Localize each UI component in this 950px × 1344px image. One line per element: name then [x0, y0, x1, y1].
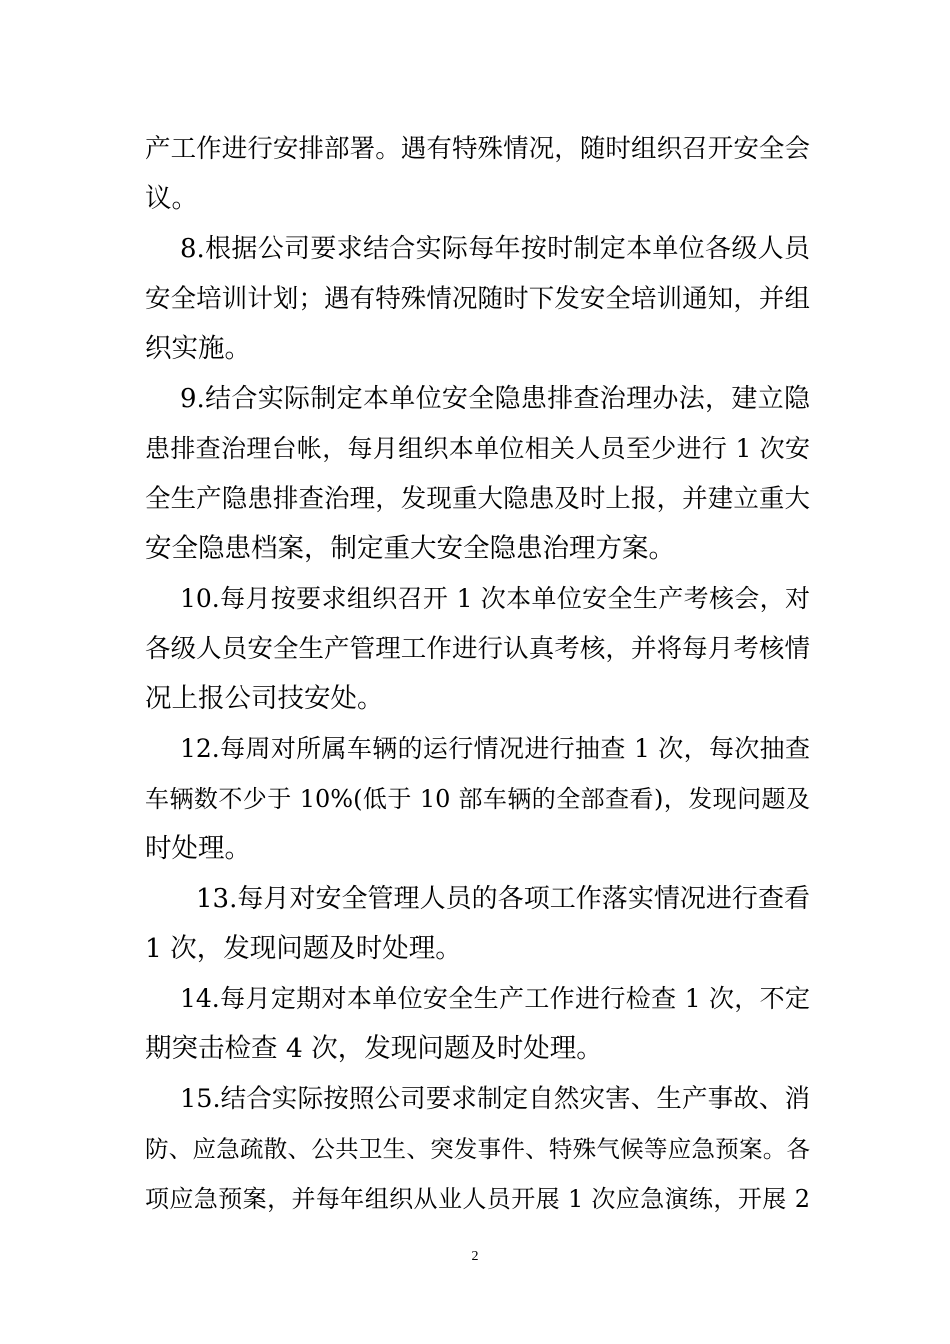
paragraph-line: 安全隐患档案，制定重大安全隐患治理方案。 — [145, 533, 675, 564]
paragraph-line: 时处理。 — [145, 833, 251, 864]
paragraph-line: 各级人员安全生产管理工作进行认真考核，并将每月考核情 — [145, 634, 810, 664]
paragraph-line: 织实施。 — [145, 333, 251, 364]
paragraph-line: 车辆数不少于 10%(低于 10 部车辆的全部查看)，发现问题及 — [145, 785, 810, 813]
paragraph-line: 议。 — [145, 183, 198, 214]
paragraph-line: 患排查治理台帐，每月组织本单位相关人员至少进行 1 次安 — [145, 434, 810, 463]
paragraph-item-9: 9.结合实际制定本单位安全隐患排查治理办法，建立隐 — [180, 384, 810, 414]
paragraph-line: 防、应急疏散、公共卫生、突发事件、特殊气候等应急预案。各 — [145, 1135, 810, 1163]
paragraph-line: 1 次，发现问题及时处理。 — [145, 933, 462, 964]
paragraph-line: 安全培训计划；遇有特殊情况随时下发安全培训通知，并组 — [145, 284, 810, 314]
paragraph-line: 全生产隐患排查治理，发现重大隐患及时上报，并建立重大 — [145, 484, 810, 514]
paragraph-line: 项应急预案，并每年组织从业人员开展 1 次应急演练，开展 2 — [145, 1185, 810, 1213]
paragraph-item-15: 15.结合实际按照公司要求制定自然灾害、生产事故、消 — [180, 1084, 810, 1114]
paragraph-line: 况上报公司技安处。 — [145, 683, 384, 714]
paragraph-line: 期突击检查 4 次，发现问题及时处理。 — [145, 1033, 603, 1064]
paragraph-item-13: 13.每月对安全管理人员的各项工作落实情况进行查看 — [196, 884, 810, 914]
paragraph-item-8: 8.根据公司要求结合实际每年按时制定本单位各级人员 — [180, 234, 810, 264]
paragraph-item-14: 14.每月定期对本单位安全生产工作进行检查 1 次，不定 — [180, 984, 810, 1013]
paragraph-line: 产工作进行安排部署。遇有特殊情况，随时组织召开安全会 — [145, 134, 810, 164]
paragraph-item-12: 12.每周对所属车辆的运行情况进行抽查 1 次，每次抽查 — [180, 734, 810, 763]
page-number: 2 — [471, 1249, 479, 1264]
paragraph-item-10: 10.每月按要求组织召开 1 次本单位安全生产考核会，对 — [180, 584, 810, 613]
